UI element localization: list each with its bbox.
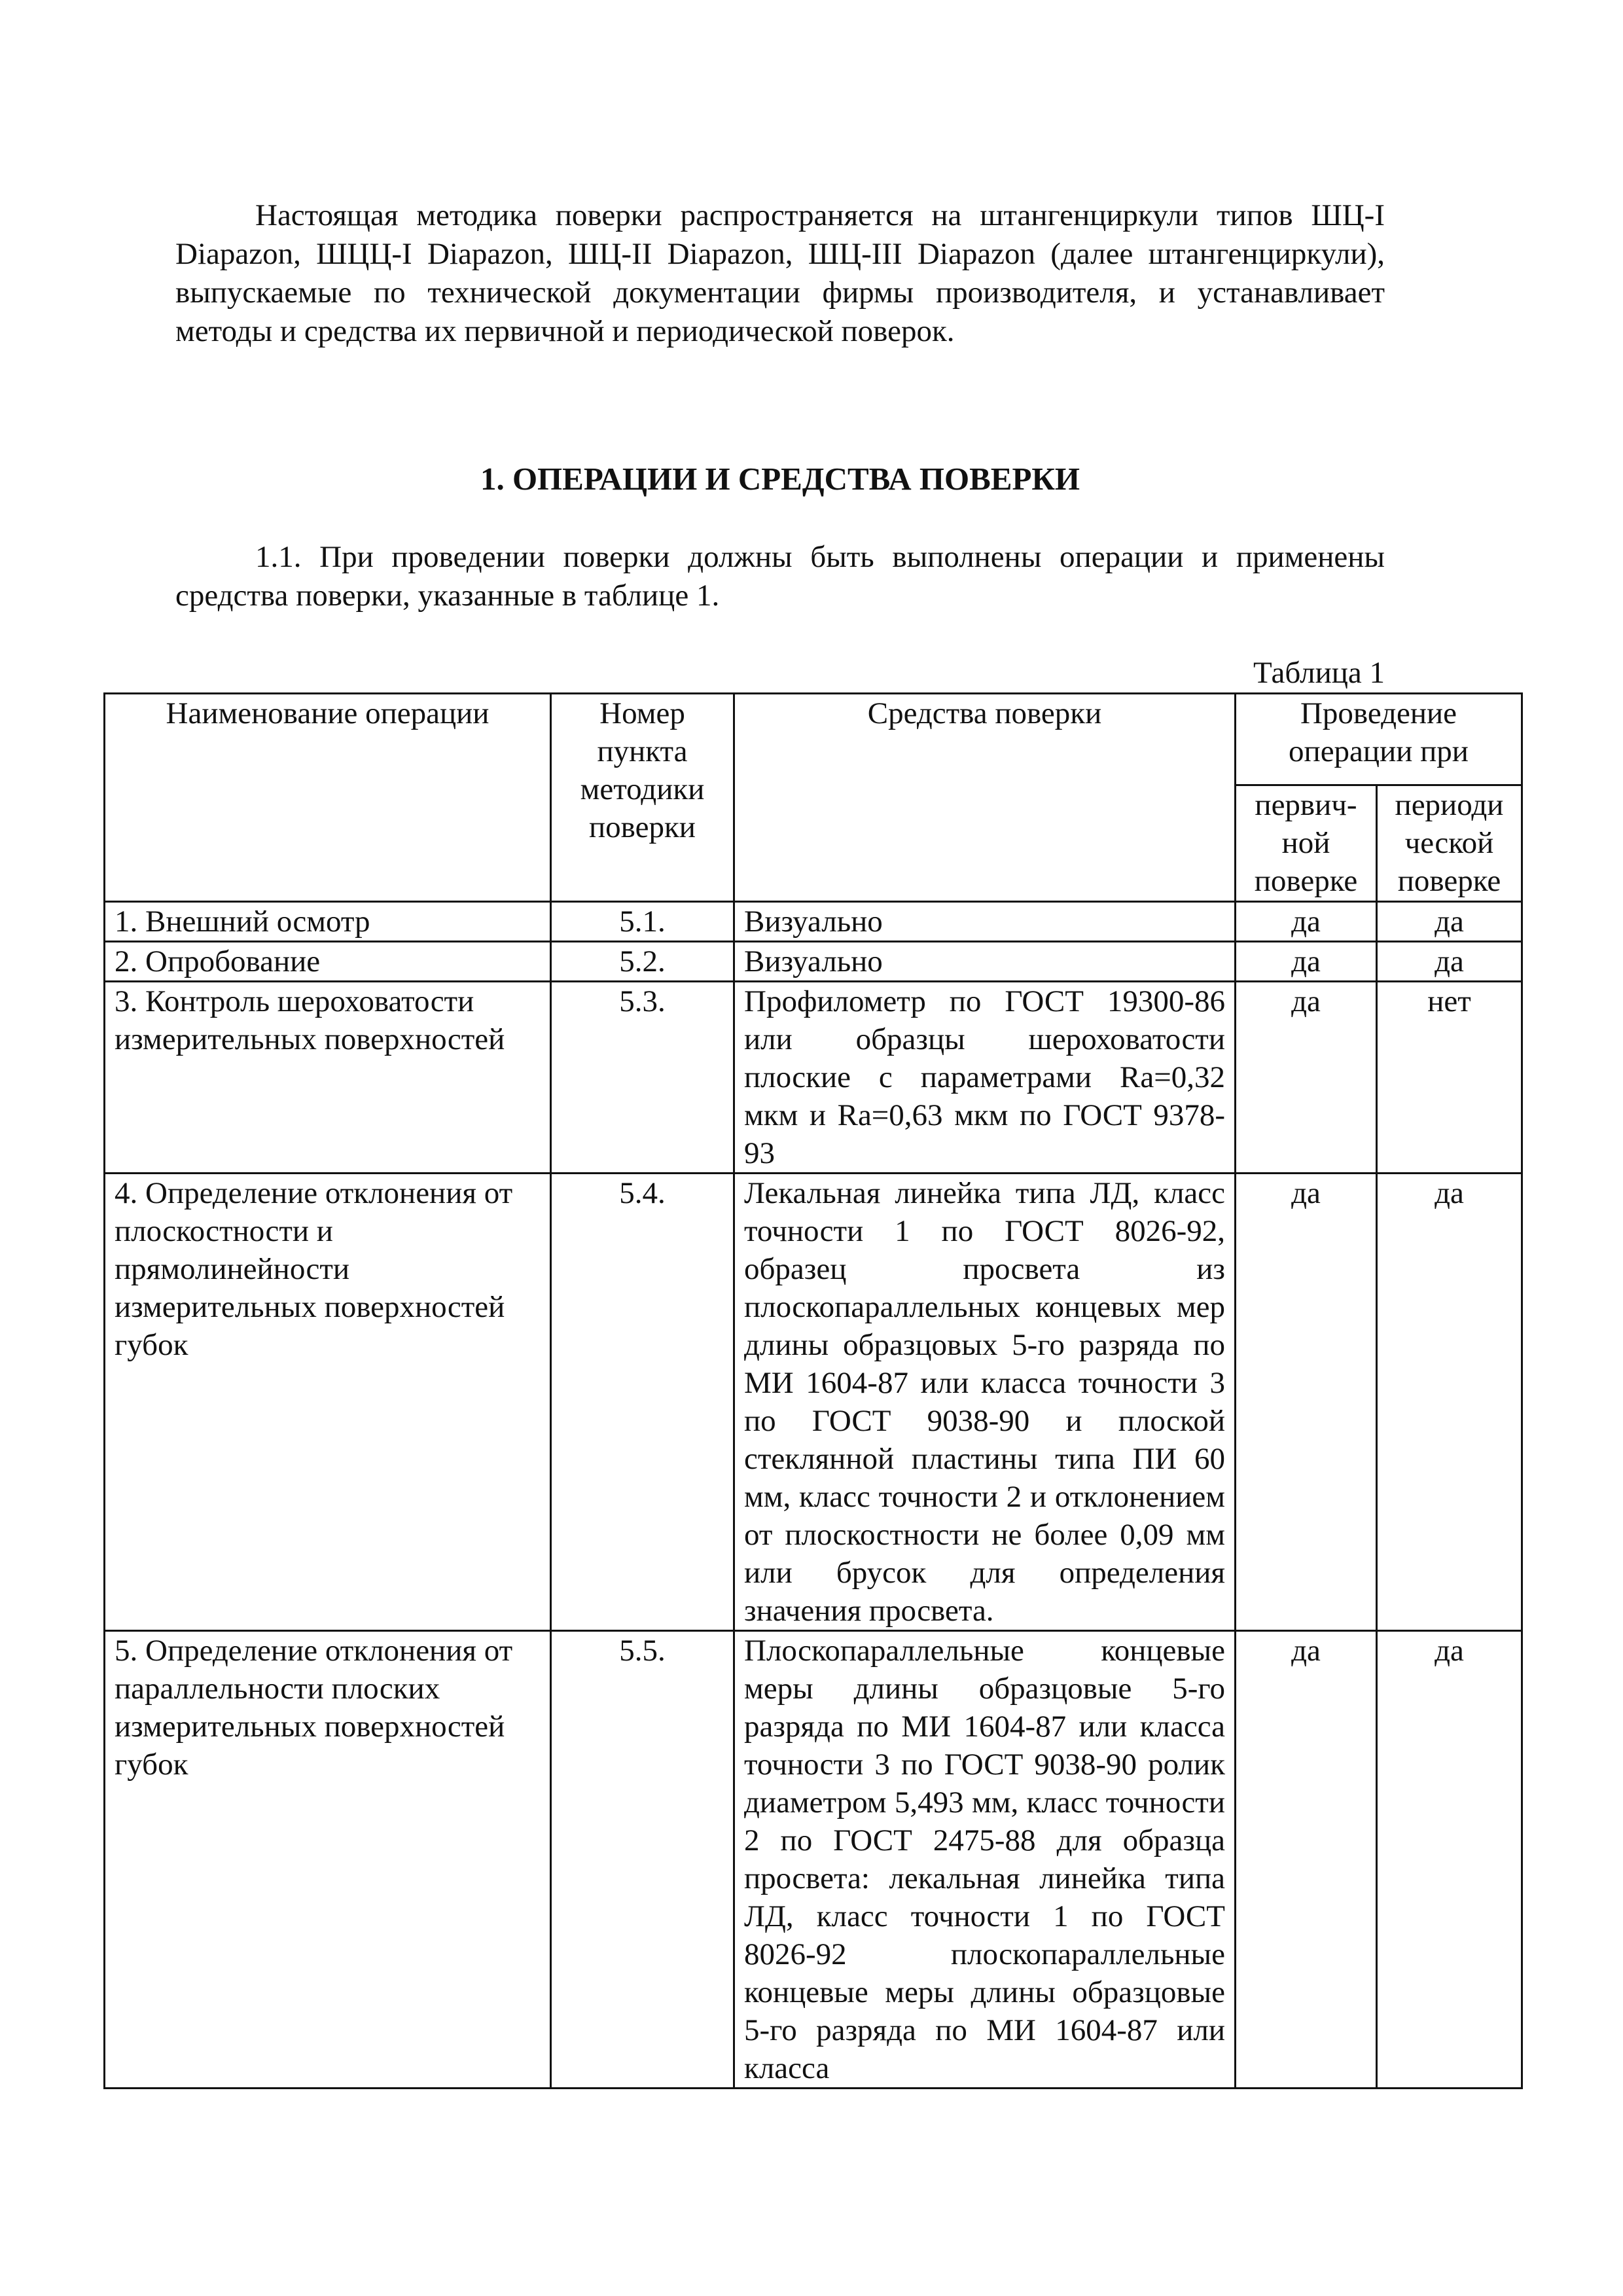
- header-operation: Наименование операции: [105, 694, 551, 902]
- row-operation: 1. Внешний осмотр: [105, 902, 551, 942]
- row-primary: да: [1236, 982, 1377, 1174]
- row-means: Визуально: [734, 942, 1236, 982]
- row-item-number: 5.4.: [551, 1174, 734, 1631]
- table-row: [105, 1174, 1522, 1631]
- row-periodic: нет: [1377, 982, 1522, 1174]
- row-primary: да: [1236, 902, 1377, 942]
- header-primary: первич-ной поверке: [1236, 785, 1377, 902]
- row-operation: 2. Опробование: [105, 942, 551, 982]
- row-operation: 3. Контроль шероховатости измерительных поверхностей: [105, 982, 551, 1174]
- intro-paragraph: Настоящая методика поверки распространяется на штангенциркули типов ШЦ-I Diapazon, ШЦЦ-I Diapazon, ШЦ-II Diapazon, ШЦ-III Diapazon (далее штангенциркули), выпускаемые по технической документации фирмы производителя, и устанавливает методы и средства их первичной и периодической поверок.: [175, 198, 1385, 348]
- table-row: [105, 902, 1522, 942]
- table-caption: Таблица 1: [1253, 656, 1385, 690]
- header-item-number: Номер пункта методики поверки: [551, 694, 734, 902]
- row-primary: да: [1236, 1174, 1377, 1631]
- row-means: Плоскопараллельные концевые меры длины образцовые 5-го разряда по МИ 1604-87 или класса точности 3 по ГОСТ 9038-90 ролик диаметром 5,493 мм, класс точности 2 по ГОСТ 2475-88 для образца просвета: лекальная линейка типа ЛД, класс точности 1 по ГОСТ 8026-92 плоскопараллельные концевые меры длины образцовые 5-го разряда по МИ 1604-87 или класса: [734, 1631, 1236, 2089]
- row-periodic: да: [1377, 1631, 1522, 2089]
- row-item-number: 5.1.: [551, 902, 734, 942]
- row-periodic: да: [1377, 902, 1522, 942]
- table-row: [105, 942, 1522, 982]
- header-periodic: периоди ческой поверке: [1377, 785, 1522, 902]
- header-means: Средства поверки: [734, 694, 1236, 902]
- operations-table: [103, 692, 1523, 2089]
- section-heading: 1. ОПЕРАЦИИ И СРЕДСТВА ПОВЕРКИ: [480, 461, 1080, 497]
- row-item-number: 5.3.: [551, 982, 734, 1174]
- row-means: Визуально: [734, 902, 1236, 942]
- row-item-number: 5.2.: [551, 942, 734, 982]
- header-conduct: Проведение операции при: [1236, 694, 1522, 785]
- row-means: Профилометр по ГОСТ 19300-86 или образцы шероховатости плоские с параметрами Ra=0,32 мкм и Ra=0,63 мкм по ГОСТ 9378-93: [734, 982, 1236, 1174]
- table-row: [105, 1631, 1522, 2089]
- table-row: [105, 982, 1522, 1174]
- row-primary: да: [1236, 942, 1377, 982]
- row-primary: да: [1236, 1631, 1377, 2089]
- row-periodic: да: [1377, 942, 1522, 982]
- row-operation: 4. Определение отклонения от плоскостности и прямолинейности измерительных поверхностей губок: [105, 1174, 551, 1631]
- paragraph-1-1: 1.1. При проведении поверки должны быть выполнены операции и применены средства поверки, указанные в таблице 1.: [175, 540, 1385, 613]
- row-operation: 5. Определение отклонения от параллельности плоских измерительных поверхностей губок: [105, 1631, 551, 2089]
- row-means: Лекальная линейка типа ЛД, класс точности 1 по ГОСТ 8026-92, образец просвета из плоскопараллельных концевых мер длины образцовых 5-го разряда по МИ 1604-87 или класса точности 3 по ГОСТ 9038-90 и плоской стеклянной пластины типа ПИ 60 мм, класс точности 2 и отклонением от плоскостности не более 0,09 мм или брусок для определения значения просвета.: [734, 1174, 1236, 1631]
- row-periodic: да: [1377, 1174, 1522, 1631]
- row-item-number: 5.5.: [551, 1631, 734, 2089]
